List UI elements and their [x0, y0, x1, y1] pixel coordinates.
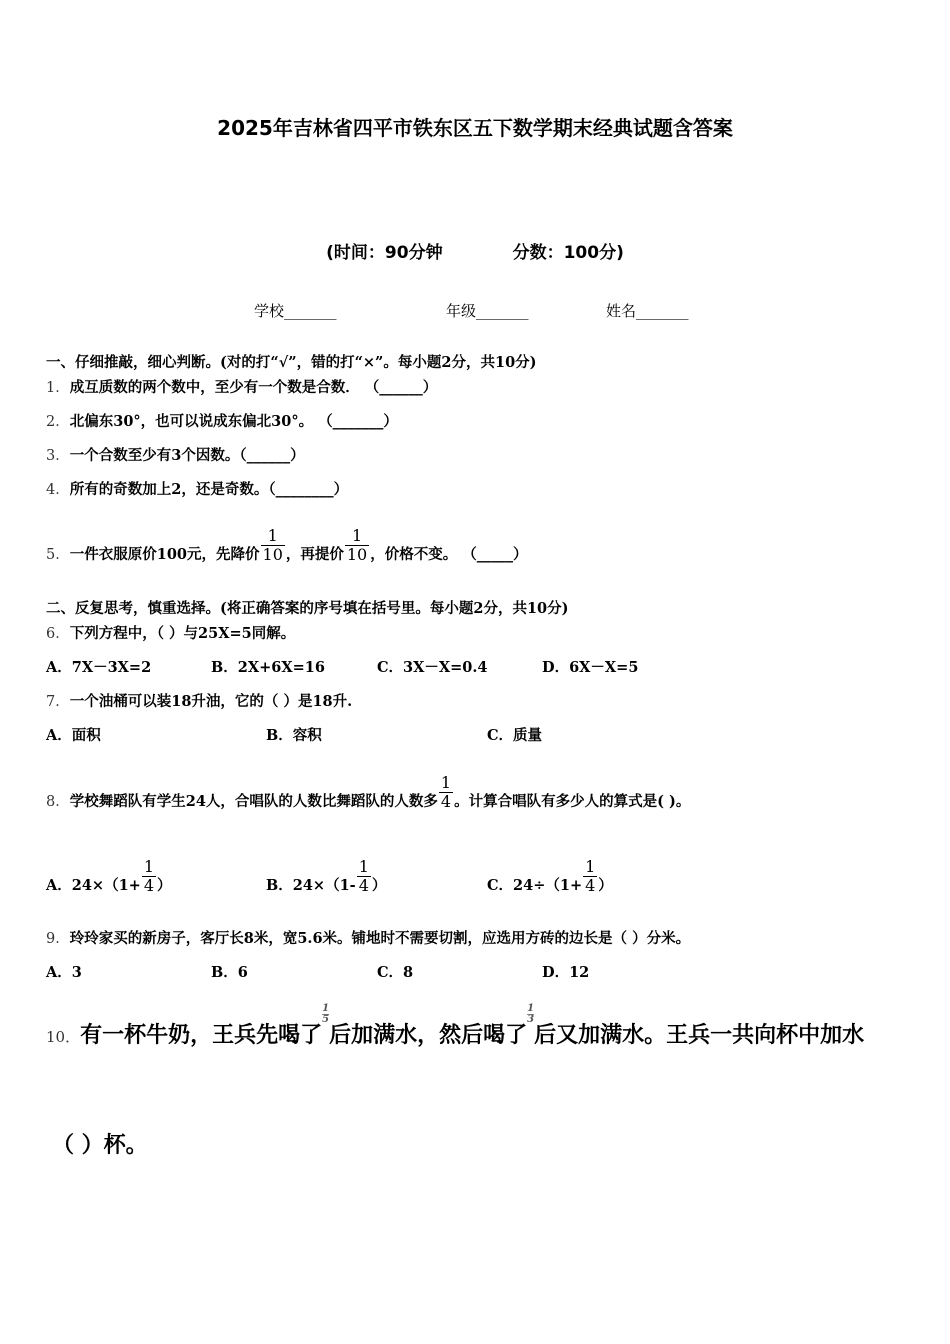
exam-meta	[0, 238, 950, 263]
option-b[interactable]: B．2X+6X=16	[211, 659, 325, 676]
question-1	[46, 376, 437, 397]
question-5: 5．一件衣服原价100元，先降价 $\frac{1}{10}$ ，再提价 $\frac{1}{10}$ ，价格不变。 （_____）	[46, 526, 528, 564]
question-6	[46, 622, 295, 643]
question-4	[46, 478, 348, 499]
question-2	[46, 410, 398, 431]
fraction: $\frac{1}{4}$	[358, 857, 369, 895]
fraction: $\frac{1}{10}$	[346, 526, 368, 564]
option-c[interactable]: C．3X－X=0.4	[377, 659, 488, 676]
exam-score: 分数：100分)	[512, 243, 624, 263]
fraction: $\frac{1}{3}$	[527, 1003, 535, 1025]
question-text: 有一杯牛奶，王兵先喝了	[80, 1022, 323, 1048]
question-text: 下列方程中，（ ）与25X=5同解。	[69, 625, 296, 642]
option-d[interactable]: D．12	[542, 964, 590, 981]
question-7	[46, 690, 352, 711]
question-number: 8．	[46, 794, 70, 811]
question-number: 1．	[46, 380, 70, 396]
question-text: 一件衣服原价100元，先降价	[69, 546, 260, 564]
question-8: 8．学校舞蹈队有学生24人，合唱队的人数比舞蹈队的人数多 $\frac{1}{4}$ 。计算合唱队有多少人的算式是( )。	[46, 773, 691, 811]
page-title: 2025年吉林省四平市铁东区五下数学期末经典试题含答案	[217, 116, 733, 140]
fraction: $\frac{1}{10}$	[262, 526, 283, 564]
option-a[interactable]: A．24×（1+ $\frac{1}{4}$ ）	[46, 857, 172, 895]
option-a[interactable]: A．3	[46, 964, 82, 981]
option-b[interactable]: B．24×（1- $\frac{1}{4}$ ）	[266, 857, 387, 895]
fraction: $\frac{1}{4}$	[440, 773, 452, 811]
option-b[interactable]: B．6	[211, 964, 248, 981]
exam-time: (时间：90分钟	[326, 243, 443, 263]
name-field[interactable]: 姓名_______	[606, 302, 689, 320]
school-field[interactable]: 学校_______	[254, 302, 337, 320]
question-text: 北偏东30°，也可以说成东偏北30°。 （_______）	[69, 413, 398, 430]
section-2-heading: 二、反复思考，慎重选择。(将正确答案的序号填在括号里。每小题2分，共10分)	[46, 600, 569, 617]
option-c[interactable]: C．24÷（1+ $\frac{1}{4}$ ）	[487, 857, 613, 895]
question-text: 一个合数至少有3个因数。（______）	[69, 447, 305, 464]
question-number: 3．	[46, 448, 70, 464]
option-c[interactable]: C．8	[377, 964, 414, 981]
question-text: 一个油桶可以装18升油，它的（ ）是18升.	[69, 693, 353, 710]
question-10: 10．有一杯牛奶，王兵先喝了$\frac{1}{5}$ 后加满水，然后喝了$\frac{1}{3}$ 后又加满水。王兵一共向杯中加水	[46, 1003, 865, 1048]
question-9	[46, 927, 690, 948]
section-1-heading: 一、仔细推敲，细心判断。(对的打“√”，错的打“×”。每小题2分，共10分)	[46, 354, 537, 371]
fraction: $\frac{1}{4}$	[143, 857, 155, 895]
question-text: 成互质数的两个数中，至少有一个数是合数． （______）	[69, 379, 438, 396]
question-number: 6．	[46, 626, 70, 642]
question-text: 所有的奇数加上2，还是奇数。（________）	[69, 481, 349, 498]
option-b[interactable]: B．容积	[266, 727, 322, 744]
option-d[interactable]: D．6X－X=5	[542, 659, 639, 676]
question-number: 2．	[46, 414, 70, 430]
question-text: 学校舞蹈队有学生24人，合唱队的人数比舞蹈队的人数多	[69, 793, 438, 811]
question-number: 5．	[46, 547, 70, 564]
question-number: 10．	[46, 1028, 81, 1046]
question-10-continued: （ ）杯。	[52, 1132, 148, 1158]
question-3	[46, 444, 305, 465]
question-number: 7．	[46, 694, 70, 710]
question-number: 4．	[46, 482, 70, 498]
option-c[interactable]: C．质量	[487, 727, 543, 744]
option-a[interactable]: A．7X－3X=2	[46, 659, 152, 676]
question-number: 9．	[46, 931, 70, 947]
fraction: $\frac{1}{5}$	[322, 1003, 330, 1025]
option-a[interactable]: A．面积	[46, 727, 101, 744]
fraction: $\frac{1}{4}$	[585, 857, 596, 895]
question-text: 玲玲家买的新房子，客厅长8米，宽5.6米。铺地时不需要切割，应选用方砖的边长是（ ）分米。	[69, 930, 691, 947]
grade-field[interactable]: 年级_______	[446, 302, 529, 320]
